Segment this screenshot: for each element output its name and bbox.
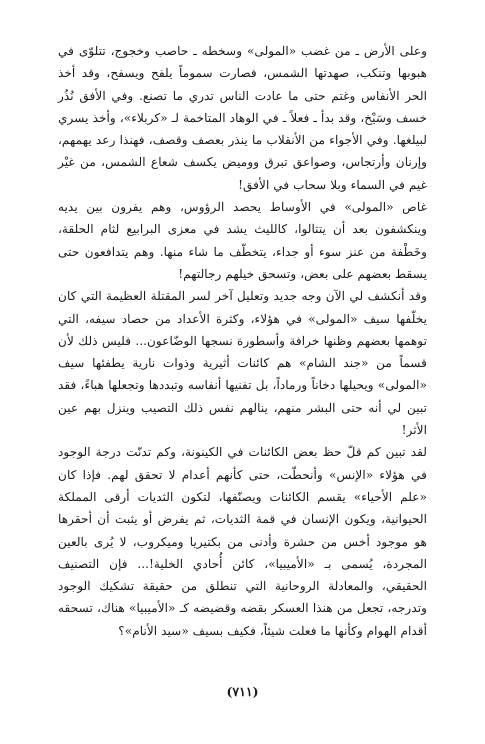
paragraph-1: وعلى الأرض ـ من غضب «المولى» وسخطه ـ حاصب وخجوج، تتلوّى في هبوبها وتنكب، صهدتها الشمس، فصارت سموماً يلفح ويسفح، وقد أخذ الحر الأنفاس وغتم حتى ما عادت الناس تدري ما تصنع. وفي الأفق نُذُر خسف وسَيْخ، وقد بدأ ـ فعلاً ـ في الوهاد المتاخمة لـ «كربلاء»، وأخذ يسري لبيلغها. وفي الأجواء من الأنقلاب ما ينذر بعصف وقصف، فهنذا رعد يهمهم، وإرنان وأرتجاس، وصواعق تبرق ووميض يكسف شعاع الشمس، من غيْر غيم في السماء وبلا سحاب في الأفق!: [58, 44, 427, 192]
page-number: (٧١١): [226, 684, 259, 699]
paragraph-3: وقد أنكشف لي الآن وجه جديد وتعليل آخر لسر المقتلة العظيمة التي كان يخلّفها سيف «المولى» في هؤلاء، وكثرة الأعداد من حصاد سيفه، التي توهمها بعضهم وظنها خرافة وأسطورة نسجها الوضّاعون... فليس ذلك لأن قسماً من «جند الشام» هم كائنات أثيرية وذوات نارية يطفئها سيف «المولى» ويحيلها دخاناً ورماداً، بل تفنيها أنفاسه وتبددها وتجعلها هباءً، فقد تبين لي أنه حتى البشر منهم، ينالهم نفس ذلك التصيب وينزل بهم عين الأثر!: [58, 289, 427, 438]
paragraph-4: لقد تبين كم قلّ حظ بعض الكائنات في الكينونة، وكم تدنّت درجة الوجود في هؤلاء «الإنس» وأنحطّت، حتى كأنهم أعدام لا تحقق لهم. فإذا كان «علم الأحياء» يقسم الكائنات ويصنّفها، لتكون الثديات أرقى المملكة الحيوانية، ويكون الإنسان في قمة الثديات، ثم يفرض أو يثبت أن أحقرها هو موجود أخس من حشرة وأدنى من بكتيريا وميكروب، لا يُرى بالعين المجردة، يُسمى بـ «الأميبيا»، كائن أُحادي الخلية!... فإن التصنيف الحقيقي، والمعادلة الروحانية التي تنطلق من حقيقة تشكيك الوجود وتدرجه، تجعل من هنذا العسكر بقضه وقضيضه كـ «الأميبيا» هناك، تسحقه أقدام الهوام وكأنها ما فعلت شيئاً، فكيف بسيف «سيد الأنام»؟: [58, 445, 427, 638]
paragraph-2: غاص «المولى» في الأوساط يحصد الرؤوس، وهم يفرون بين يديه وينكشفون بعد أن يتتالوا، كالليث يشد في معزى البرابيع لثام الحلقة، وخَطْفة من عنز سوء أو جداء، يتخطّف ما شاء منها. وهم يتدافعون حتى يسقط بعضهم على بعض، وتسحق خيلهم رجالتهم!: [58, 200, 427, 281]
body-text: [58, 40, 427, 642]
